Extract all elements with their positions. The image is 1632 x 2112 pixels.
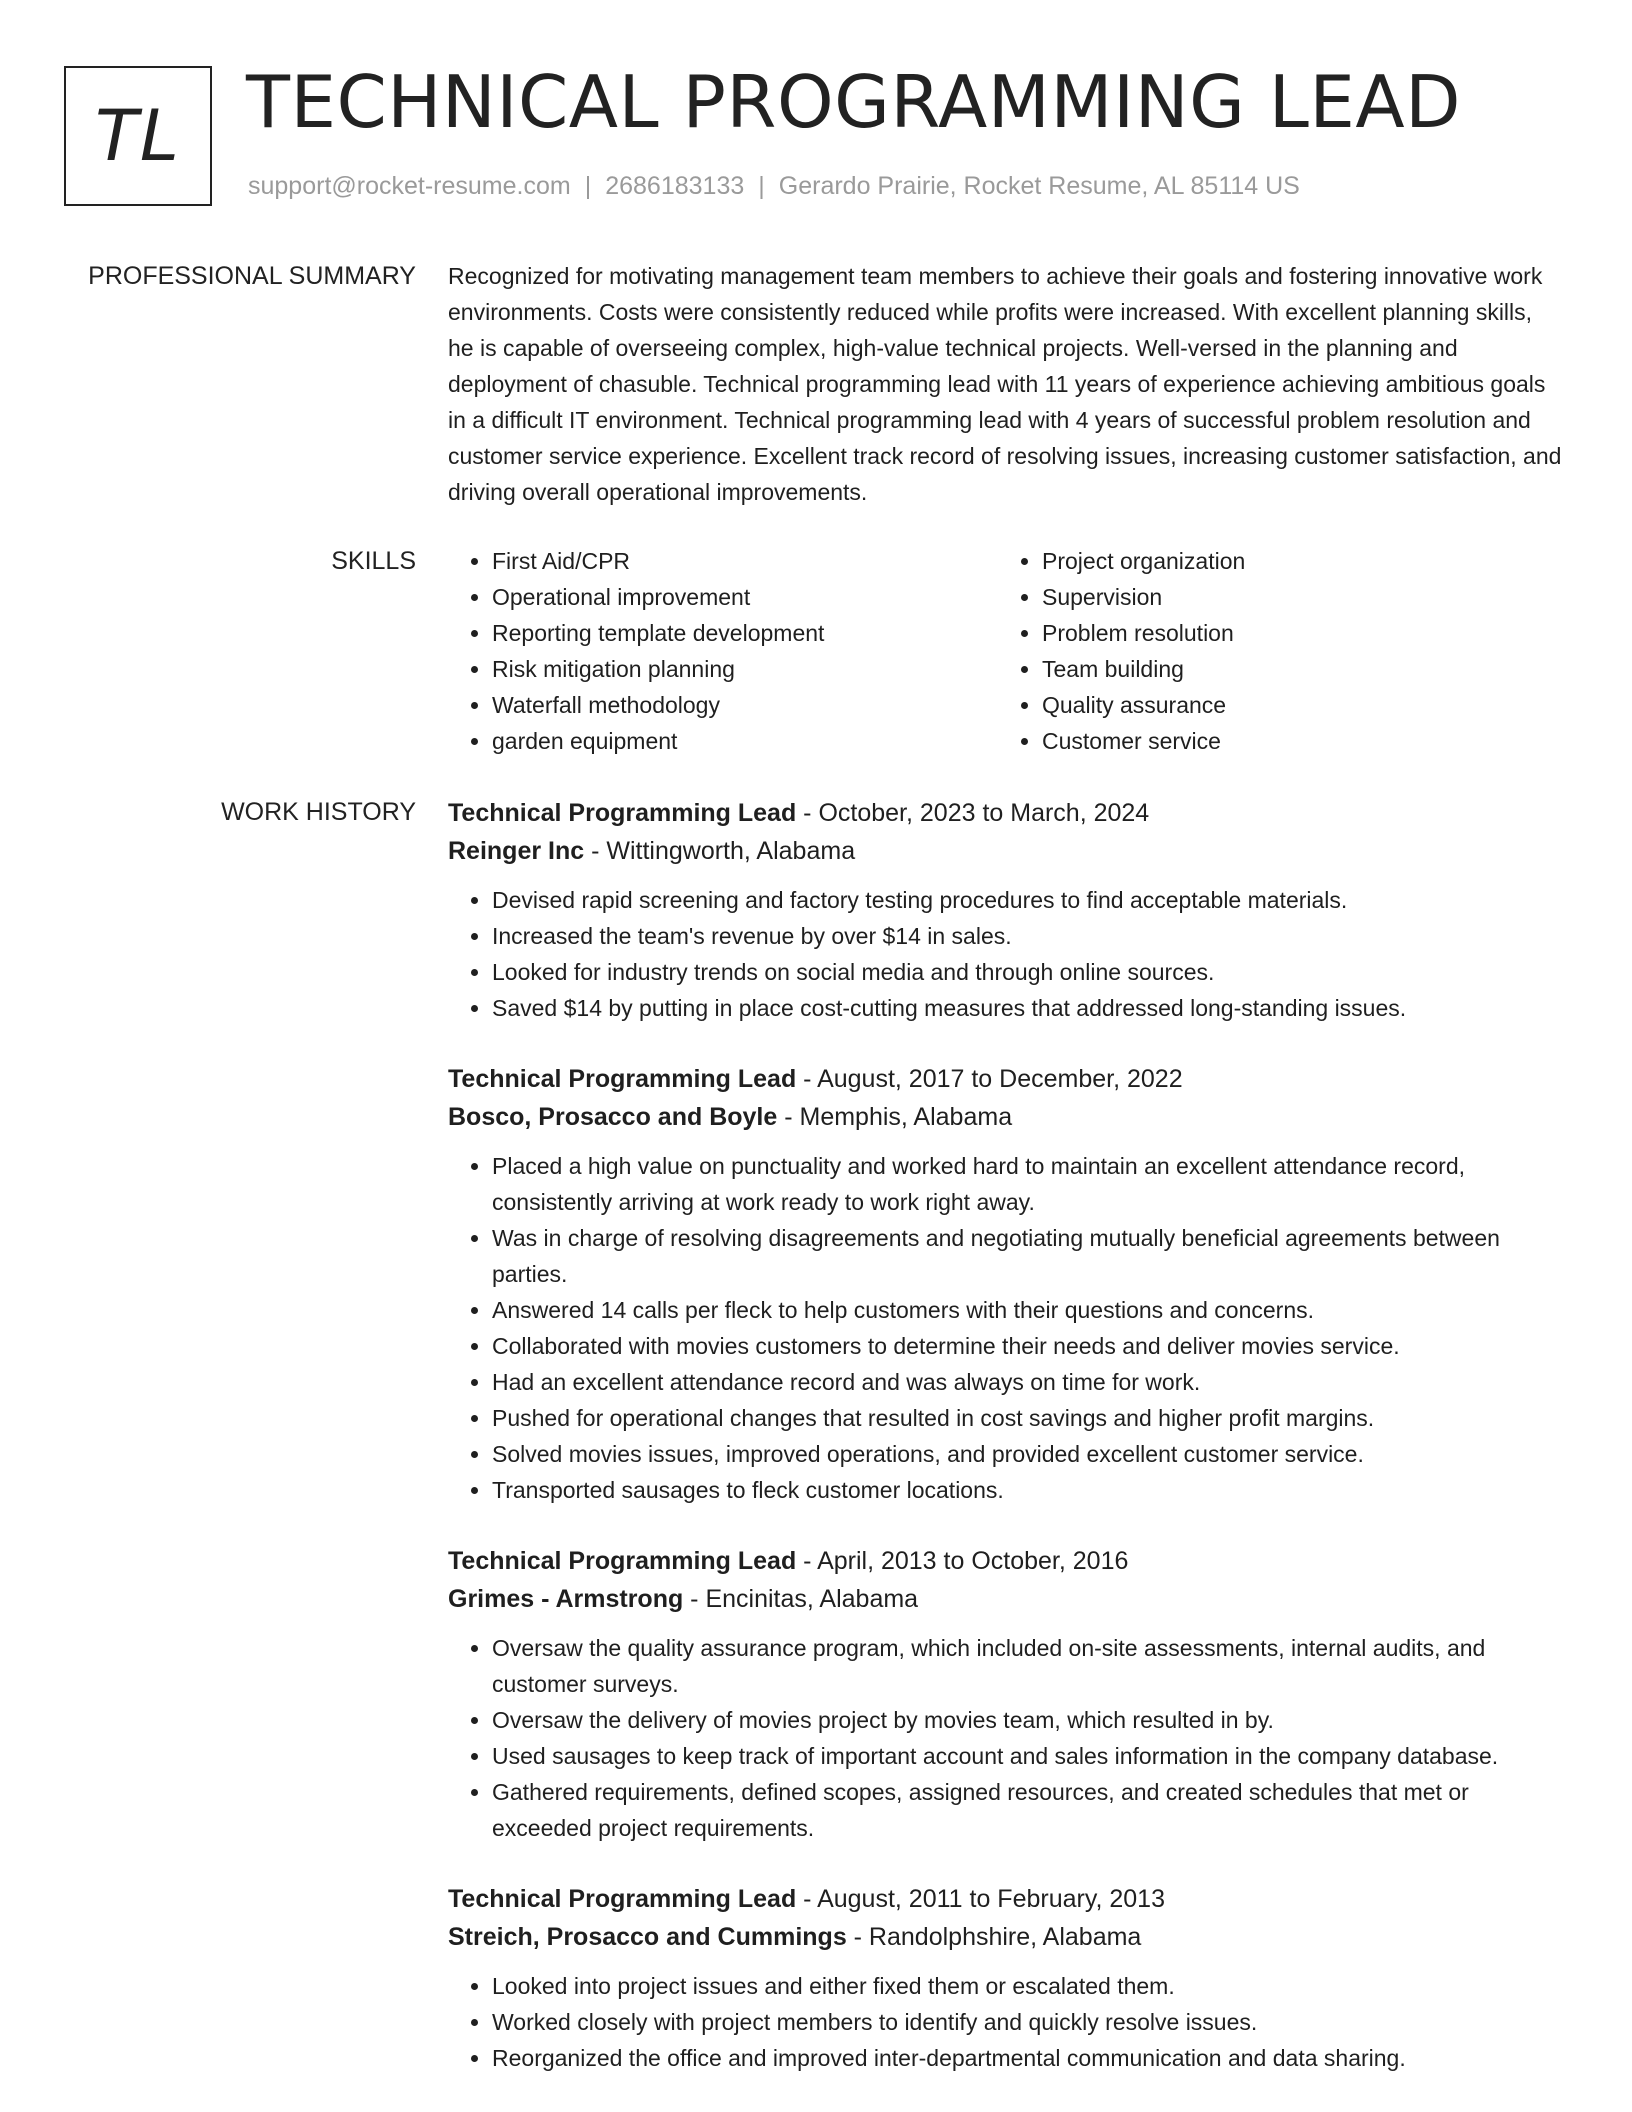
job-company-line xyxy=(448,832,1564,870)
job-title-line xyxy=(448,1880,1564,1918)
skill-item: • Team building xyxy=(1042,651,1548,687)
job-title: Technical Programming Lead xyxy=(448,799,797,827)
job-bullet: • Had an excellent attendance record and was always on time for work. xyxy=(492,1364,1564,1400)
skills-list-right xyxy=(998,543,1548,759)
job-bullet: • Used sausages to keep track of important account and sales information in the company database. xyxy=(492,1738,1564,1774)
skills-grid xyxy=(448,543,1564,759)
skill-item: • First Aid/CPR xyxy=(492,543,998,579)
skill-item: • Waterfall methodology xyxy=(492,687,998,723)
job-company-line xyxy=(448,1580,1564,1618)
job-bullet: • Pushed for operational changes that resulted in cost savings and higher profit margins. xyxy=(492,1400,1564,1436)
job-title: Technical Programming Lead xyxy=(448,1885,797,1913)
job-bullet: • Oversaw the delivery of movies project by movies team, which resulted in by. xyxy=(492,1702,1564,1738)
job-title: Technical Programming Lead xyxy=(448,1065,797,1093)
section-label-summary: PROFESSIONAL SUMMARY xyxy=(88,262,416,290)
job-bullet: • Collaborated with movies customers to determine their needs and deliver movies service. xyxy=(492,1328,1564,1364)
section-label-skills: SKILLS xyxy=(331,547,416,575)
job-dates: - April, 2013 to October, 2016 xyxy=(796,1547,1129,1575)
skill-item: • Operational improvement xyxy=(492,579,998,615)
contact-line xyxy=(248,172,1300,201)
job-bullet: • Oversaw the quality assurance program, which included on-site assessments, internal audits, and customer surveys. xyxy=(492,1630,1564,1702)
skill-item: • Supervision xyxy=(1042,579,1548,615)
job-bullet: • Solved movies issues, improved operations, and provided excellent customer service. xyxy=(492,1436,1564,1472)
job-bullet: • Worked closely with project members to identify and quickly resolve issues. xyxy=(492,2004,1564,2040)
job-bullet: • Transported sausages to fleck customer locations. xyxy=(492,1472,1564,1508)
job-bullet: • Devised rapid screening and factory testing procedures to find acceptable materials. xyxy=(492,882,1564,918)
job-company-line xyxy=(448,1918,1564,1956)
job-entry xyxy=(448,794,1564,1026)
job-company: Bosco, Prosacco and Boyle xyxy=(448,1103,778,1131)
skill-item: • Reporting template development xyxy=(492,615,998,651)
skill-item: • Problem resolution xyxy=(1042,615,1548,651)
job-bullet: • Placed a high value on punctuality and worked hard to maintain an excellent attendance record, consistently arriving at work ready to work right away. xyxy=(492,1148,1564,1220)
summary-text: Recognized for motivating management team members to achieve their goals and fostering innovative work environments. Costs were consistently reduced while profits were increased. With excellent planning skills, he is capable of overseeing complex, high-value technical projects. Well-versed in the planning and deployment of chasuble. Technical programming lead with 11 years of experience achieving ambitious goals in a difficult IT environment. Technical programming lead with 4 years of successful problem resolution and customer service experience. Excellent track record of resolving issues, increasing customer satisfaction, and driving overall operational improvements. xyxy=(448,263,1562,505)
job-title: Technical Programming Lead xyxy=(448,1547,797,1575)
job-bullet: • Answered 14 calls per fleck to help customers with their questions and concerns. xyxy=(492,1292,1564,1328)
skill-item: • garden equipment xyxy=(492,723,998,759)
job-company-line xyxy=(448,1098,1564,1136)
job-title-line xyxy=(448,1060,1564,1098)
job-location: - Randolphshire, Alabama xyxy=(846,1923,1142,1951)
job-bullet: • Looked into project issues and either fixed them or escalated them. xyxy=(492,1968,1564,2004)
summary-body xyxy=(448,258,1564,510)
contact-phone: 2686183133 xyxy=(605,172,745,200)
job-bullet: • Gathered requirements, defined scopes, assigned resources, and created schedules that met or exceeded project requirements. xyxy=(492,1774,1564,1846)
skills-column-left xyxy=(448,543,998,759)
contact-address: Gerardo Prairie, Rocket Resume, AL 85114 US xyxy=(778,172,1300,200)
job-bullet-list xyxy=(448,1630,1564,1846)
skill-item: • Quality assurance xyxy=(1042,687,1548,723)
contact-separator: | xyxy=(758,172,765,200)
job-company: Grimes - Armstrong xyxy=(448,1585,684,1613)
job-bullet: • Saved $14 by putting in place cost-cutting measures that addressed long-standing issues. xyxy=(492,990,1564,1026)
job-entry xyxy=(448,1880,1564,2076)
job-bullet: • Looked for industry trends on social media and through online sources. xyxy=(492,954,1564,990)
job-bullet: • Increased the team's revenue by over $14 in sales. xyxy=(492,918,1564,954)
skill-item: • Customer service xyxy=(1042,723,1548,759)
job-title-line xyxy=(448,1542,1564,1580)
work-history-body xyxy=(448,794,1564,2110)
job-company: Streich, Prosacco and Cummings xyxy=(448,1923,847,1951)
job-bullet: • Reorganized the office and improved inter-departmental communication and data sharing. xyxy=(492,2040,1564,2076)
job-bullet: • Was in charge of resolving disagreements and negotiating mutually beneficial agreements between parties. xyxy=(492,1220,1564,1292)
contact-email: support@rocket-resume.com xyxy=(248,172,571,200)
job-dates: - August, 2017 to December, 2022 xyxy=(796,1065,1183,1093)
monogram-initials: TL xyxy=(95,95,181,177)
section-label-work-history: WORK HISTORY xyxy=(221,798,416,826)
job-location: - Wittingworth, Alabama xyxy=(584,837,856,865)
job-company: Reinger Inc xyxy=(448,837,585,865)
job-dates: - August, 2011 to February, 2013 xyxy=(796,1885,1165,1913)
job-entry xyxy=(448,1542,1564,1846)
skill-item: • Project organization xyxy=(1042,543,1548,579)
job-location: - Memphis, Alabama xyxy=(777,1103,1013,1131)
resume-title: TECHNICAL PROGRAMMING LEAD xyxy=(246,60,1462,144)
monogram-badge xyxy=(64,66,212,206)
job-bullet-list xyxy=(448,1148,1564,1508)
job-dates: - October, 2023 to March, 2024 xyxy=(796,799,1150,827)
job-bullet-list xyxy=(448,882,1564,1026)
contact-separator: | xyxy=(584,172,592,200)
skill-item: • Risk mitigation planning xyxy=(492,651,998,687)
job-entry xyxy=(448,1060,1564,1508)
skills-column-right xyxy=(998,543,1548,759)
job-bullet-list xyxy=(448,1968,1564,2076)
skills-list-left xyxy=(448,543,998,759)
job-title-line xyxy=(448,794,1564,832)
job-location: - Encinitas, Alabama xyxy=(683,1585,919,1613)
